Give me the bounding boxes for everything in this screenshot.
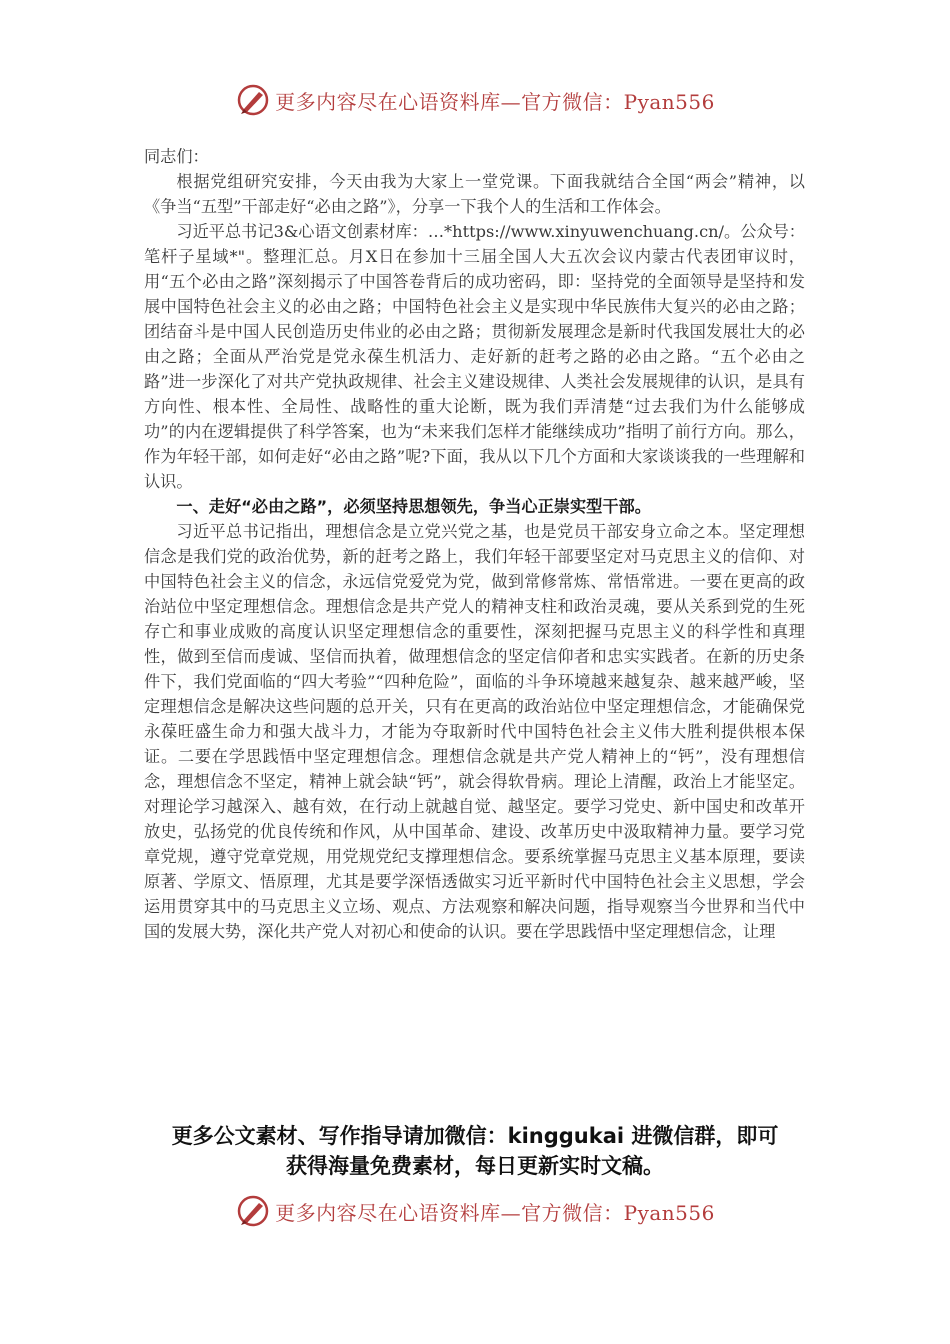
footer-watermark <box>0 1193 950 1229</box>
body-paragraph: 习近平总书记指出，理想信念是立党兴党之基，也是党员干部安身立命之本。坚定理想信念是我们党的政治优势，新的赶考之路上，我们年轻干部要坚定对马克思主义的信仰、对中国特色社会主义的信念，永远信党爱党为党，做到常修常炼、常悟常进。一要在更高的政治站位中坚定理想信念。理想信念是共产党人的精神支柱和政治灵魂，要从关系到党的生死存亡和事业成败的高度认识坚定理想信念的重要性，深刻把握马克思主义的科学性和真理性，做到至信而虔诚、坚信而执着，做理想信念的坚定信仰者和忠实实践者。在新的历史条件下，我们党面临的“四大考验”“四种危险”，面临的斗争环境越来越复杂、越来越严峻，坚定理想信念是解决这些问题的总开关，只有在更高的政治站位中坚定理想信念，才能确保党永葆旺盛生命力和强大战斗力，才能为夺取新时代中国特色社会主义伟大胜利提供根本保证。二要在学思践悟中坚定理想信念。理想信念就是共产党人精神上的“钙”，没有理想信念，理想信念不坚定，精神上就会缺“钙”，就会得软骨病。理论上清醒，政治上才能坚定。对理论学习越深入、越有效，在行动上就越自觉、越坚定。要学习党史、新中国史和改革开放史，弘扬党的优良传统和作风，从中国革命、建设、改革历史中汲取精神力量。要学习党章党规，遵守党章党规，用党规党纪支撑理想信念。要系统掌握马克思主义基本原理，要读原著、学原文、悟原理，尤其是要学深悟透做实习近平新时代中国特色社会主义思想，学会运用贯穿其中的马克思主义立场、观点、方法观察和解决问题，指导观察当今世界和当代中国的发展大势，深化共产党人对初心和使命的认识。要在学思践悟中坚定理想信念，让理 <box>144 522 805 941</box>
pen-logo-icon <box>235 1193 271 1229</box>
promo-banner <box>0 1121 950 1181</box>
section-heading: 一、走好“必由之路”，必须坚持思想领先，争当心正崇实型干部。 <box>176 497 651 516</box>
promo-line: 更多公文素材、写作指导请加微信：kinggukai 进微信群，即可 <box>171 1124 779 1148</box>
promo-line: 获得海量免费素材，每日更新实时文稿。 <box>286 1154 664 1178</box>
document-body <box>144 144 805 944</box>
pen-logo-icon <box>235 82 271 118</box>
watermark-text: 更多内容尽在心语资料库—官方微信：Pyan556 <box>275 1200 715 1225</box>
intro-paragraph: 根据党组研究安排，今天由我为大家上一堂党课。下面我就结合全国“两会”精神，以《争当“五型”干部走好“必由之路”》，分享一下我个人的生活和工作体会。 <box>144 172 805 216</box>
watermark-text: 更多内容尽在心语资料库—官方微信：Pyan556 <box>275 89 715 114</box>
body-paragraph: 习近平总书记3&心语文创素材库：…*https://www.xinyuwenchuang.cn/。公众号：笔杆子星域*"。整理汇总。月X日在参加十三届全国人大五次会议内蒙古代表团审议时，用“五个必由之路”深刻揭示了中国答卷背后的成功密码，即：坚持党的全面领导是坚持和发展中国特色社会主义的必由之路；中国特色社会主义是实现中华民族伟大复兴的必由之路；团结奋斗是中国人民创造历史伟业的必由之路；贯彻新发展理念是新时代我国发展壮大的必由之路；全面从严治党是党永葆生机活力、走好新的赶考之路的必由之路。“五个必由之路”进一步深化了对共产党执政规律、社会主义建设规律、人类社会发展规律的认识，是具有方向性、根本性、全局性、战略性的重大论断，既为我们弄清楚“过去我们为什么能够成功”的内在逻辑提供了科学答案，也为“未来我们怎样才能继续成功”指明了前行方向。那么，作为年轻干部，如何走好“必由之路”呢?下面，我从以下几个方面和大家谈谈我的一些理解和认识。 <box>144 222 805 491</box>
greeting: 同志们： <box>144 147 209 166</box>
header-watermark <box>0 82 950 118</box>
